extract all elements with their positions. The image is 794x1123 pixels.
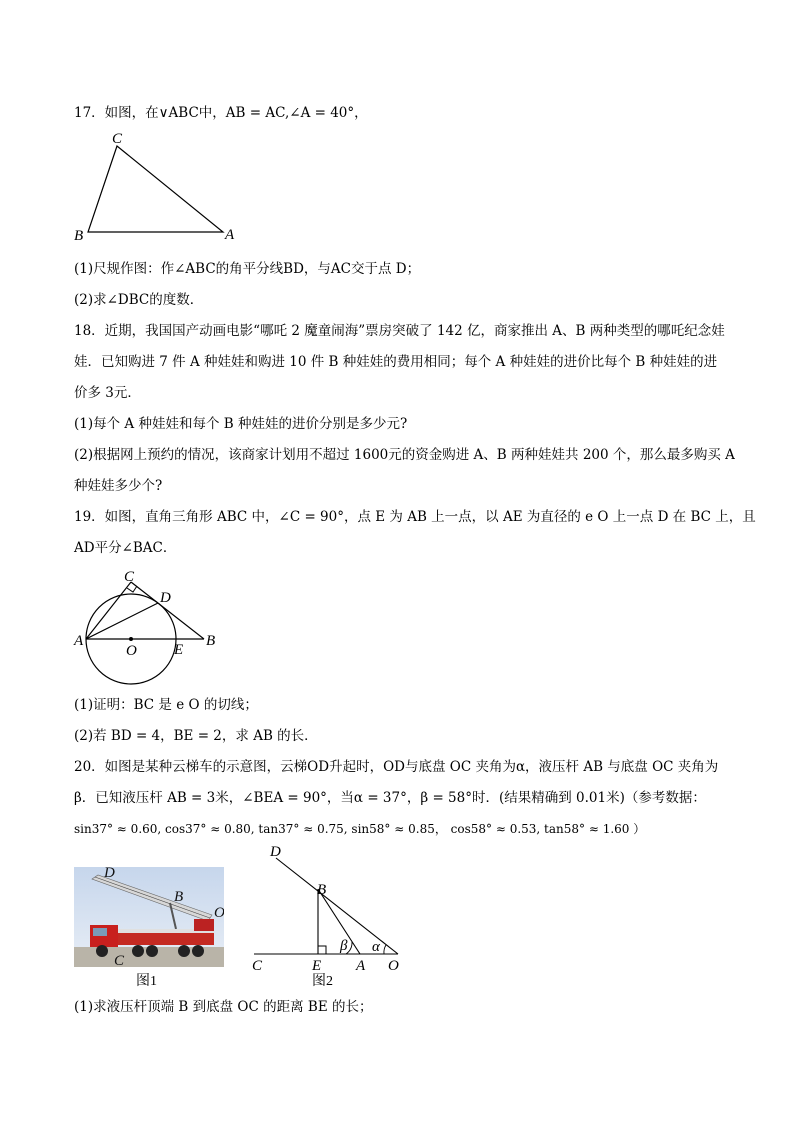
q20-line2: β．已知液压杆 AB = 3米，∠BEA = 90°，当α = 37°，β = 58°时．(结果精确到 0.01米)（参考数据： [74, 790, 706, 806]
q18-line3: 价多 3元． [74, 385, 141, 401]
q18-line2: 娃．已知购进 7 件 A 种娃娃和购进 10 件 B 种娃娃的费用相同；每个 A 种娃娃的进价比每个 B 种娃娃的进 [74, 354, 718, 370]
q20-part1: (1)求液压杆顶端 B 到底盘 OC 的距离 BE 的长； [74, 999, 373, 1015]
fig2-label-O: O [388, 958, 399, 974]
fig2-label-alpha: α [372, 939, 380, 955]
fig2-caption: 图2 [312, 974, 333, 989]
label-A: A [225, 227, 235, 243]
label-B: B [74, 228, 84, 244]
fig2-label-D: D [270, 844, 281, 860]
label-O: O [126, 643, 137, 659]
q18-part1: (1)每个 A 种娃娃和每个 B 种娃娃的进价分别是多少元? [74, 416, 408, 432]
fig2-label-beta: β [340, 938, 348, 954]
svg-text:图1: 图1 [136, 974, 157, 989]
fig2-label-C: C [252, 958, 263, 974]
q18-part2b: 种娃娃多少个? [74, 478, 163, 494]
fig2-label-E: E [312, 958, 322, 974]
q18-line1: 18．近期，我国国产动画电影“哪吒 2 魔童闹海”票房突破了 142 亿，商家推出 A、B 两种类型的哪吒纪念娃 [74, 323, 725, 339]
q19-line1: 19．如图，直角三角形 ABC 中，∠C = 90°，点 E 为 AB 上一点，以 AE 为直径的 e O 上一点 D 在 BC 上，且 [74, 509, 756, 525]
q18-part2a: (2)根据网上预约的情况，该商家计划用不超过 1600元的资金购进 A、B 两种娃娃共 200 个，那么最多购买 A [74, 447, 735, 463]
fire-truck-photo [74, 867, 224, 967]
q20-geometry-figure [248, 842, 408, 992]
label-B: B [206, 633, 216, 649]
label-D: D [160, 590, 171, 606]
fig2-label-B: B [317, 882, 327, 898]
label-A: A [74, 633, 84, 649]
q19-part2: (2)若 BD = 4，BE = 2，求 AB 的长． [74, 728, 318, 744]
fig2-label-A: A [356, 958, 366, 974]
fig1-label-C: C [114, 953, 125, 969]
q20-line1: 20．如图是某种云梯车的示意图，云梯OD升起时，OD与底盘 OC 夹角为α，液压杆 AB 与底盘 OC 夹角为 [74, 759, 719, 775]
label-C: C [112, 131, 123, 147]
q19-line2: AD平分∠BAC． [74, 540, 177, 556]
fig1-caption [136, 970, 166, 990]
label-E: E [174, 642, 184, 658]
fig1-label-B: B [174, 889, 184, 905]
q17-part1: (1)尺规作图：作∠ABC的角平分线BD，与AC交于点 D； [74, 261, 421, 277]
q20-line3: sin37° ≈ 0.60, cos37° ≈ 0.80, tan37° ≈ 0.75, sin58° ≈ 0.85， cos58° ≈ 0.53, tan58° ≈ 1.60 ） [74, 822, 646, 836]
label-C: C [124, 569, 135, 585]
q19-part1: (1)证明：BC 是 e O 的切线； [74, 697, 258, 713]
q17-triangle-figure [70, 132, 240, 244]
q17-stem: 17．如图，在∨ABC中，AB = AC,∠A = 40°， [74, 105, 368, 121]
q17-part2: (2)求∠DBC的度数． [74, 292, 204, 308]
fig1-label-D: D [104, 865, 115, 881]
fig1-label-O: O [214, 905, 225, 921]
q19-circle-figure [70, 566, 230, 666]
